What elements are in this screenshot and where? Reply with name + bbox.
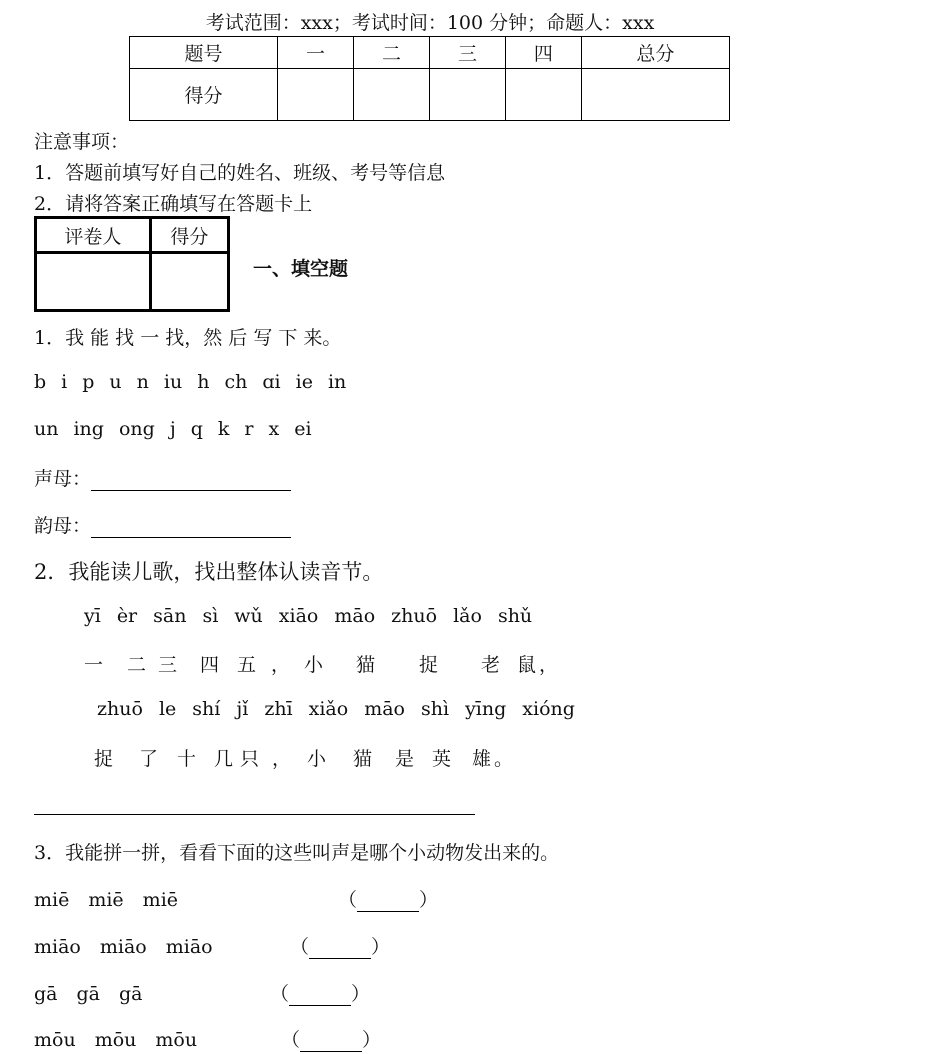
score-header-cell: 四	[505, 37, 581, 69]
rhyme-char: 猫	[356, 654, 376, 676]
rhyme-char: 雄	[472, 748, 492, 770]
pinyin-syllable: wǔ	[234, 605, 263, 627]
grader-input-cell[interactable]	[36, 253, 151, 311]
pinyin-item: p	[82, 371, 95, 393]
rhyme-char: 捉	[419, 654, 439, 676]
rhyme-char: 了	[139, 748, 159, 770]
pinyin-syllable: lǎo	[453, 605, 482, 627]
pinyin-syllable: xióng	[522, 698, 575, 720]
shengmu-label: 声母：	[34, 468, 92, 490]
rhyme-char: 三	[158, 654, 178, 676]
pinyin-syllable: yīng	[465, 698, 507, 720]
pinyin-syllable: yī	[84, 605, 101, 627]
grader-table	[34, 216, 230, 312]
pinyin-item: h	[197, 371, 210, 393]
pinyin-item: ch	[224, 371, 248, 393]
score-header-cell: 一	[278, 37, 354, 69]
rhyme-char: 猫	[353, 748, 373, 770]
rhyme-char: ，	[539, 654, 559, 676]
animal-answer-slot: （ ）	[270, 983, 371, 1005]
score-input-cell[interactable]	[581, 69, 729, 121]
rhyme-char: 捉	[94, 748, 114, 770]
pinyin-item: iu	[163, 371, 183, 393]
pinyin-syllable: zhuō	[97, 698, 143, 720]
yunmu-blank[interactable]	[91, 515, 291, 538]
score-header-cell: 题号	[130, 37, 278, 69]
score-input-cell[interactable]	[505, 69, 581, 121]
rhyme-char: 四	[200, 654, 220, 676]
note-item: 2．请将答案正确填写在答题卡上	[34, 193, 313, 215]
score-header-cell: 总分	[581, 37, 729, 69]
animal-answer-blank[interactable]	[357, 891, 419, 912]
rhyme-char: 几	[214, 748, 234, 770]
animal-answer-blank[interactable]	[309, 938, 371, 959]
pinyin-item: k	[217, 418, 230, 440]
pinyin-item: x	[268, 418, 280, 440]
animal-sound: mōu mōu mōu	[34, 1029, 198, 1051]
pinyin-syllable: jǐ	[236, 698, 249, 720]
question-2-answer-line[interactable]	[34, 792, 475, 815]
rhyme-pinyin-line-2	[97, 698, 591, 720]
rhyme-char: 。	[494, 748, 514, 770]
pinyin-syllable: māo	[364, 698, 405, 720]
grader-input-cell[interactable]	[150, 253, 228, 311]
pinyin-syllable: le	[158, 698, 177, 720]
pinyin-syllable: shí	[192, 698, 221, 720]
pinyin-syllable: xiǎo	[308, 698, 349, 720]
rhyme-char: 只	[240, 748, 260, 770]
pinyin-item: ie	[295, 371, 313, 393]
pinyin-item: un	[34, 418, 59, 440]
score-table	[129, 36, 730, 121]
pinyin-item: u	[109, 371, 122, 393]
pinyin-item: ong	[118, 418, 155, 440]
animal-sound: miāo miāo miāo	[34, 936, 213, 958]
rhyme-char: ，	[271, 654, 291, 676]
rhyme-char: 五	[237, 654, 257, 676]
note-item: 1．答题前填写好自己的姓名、班级、考号等信息	[34, 162, 446, 184]
yunmu-label: 韵母：	[34, 515, 92, 537]
pinyin-syllable: sān	[153, 605, 187, 627]
pinyin-item: q	[190, 418, 203, 440]
rhyme-char: 小	[304, 654, 324, 676]
pinyin-syllable: xiāo	[278, 605, 319, 627]
rhyme-char: 英	[432, 748, 452, 770]
grader-header-cell: 得分	[150, 218, 228, 253]
rhyme-char: ，	[272, 748, 292, 770]
pinyin-syllable: shǔ	[497, 605, 533, 627]
pinyin-item: i	[61, 371, 68, 393]
rhyme-char: 鼠	[517, 654, 537, 676]
pinyin-syllable: zhuō	[391, 605, 438, 627]
pinyin-item: in	[327, 371, 347, 393]
animal-answer-blank[interactable]	[300, 1031, 362, 1052]
shengmu-blank[interactable]	[91, 468, 291, 491]
shengmu-answer-line	[34, 464, 291, 491]
yunmu-answer-line	[34, 511, 291, 538]
rhyme-char: 老	[481, 654, 501, 676]
animal-sound: miē miē miē	[34, 889, 179, 911]
rhyme-pinyin-line-1	[84, 605, 548, 627]
animal-sound: gā gā gā	[34, 983, 143, 1005]
rhyme-chars-line-1	[84, 650, 557, 677]
pinyin-syllable: shì	[421, 698, 450, 720]
pinyin-item: ɑi	[262, 371, 281, 393]
animal-answer-slot: （ ）	[290, 936, 391, 958]
question-3-prompt: 3．我能拼一拼，看看下面的这些叫声是哪个小动物发出来的。	[34, 842, 560, 864]
pinyin-item: ing	[73, 418, 104, 440]
pinyin-item: n	[136, 371, 149, 393]
rhyme-char: 一	[84, 654, 104, 676]
rhyme-char: 是	[395, 748, 415, 770]
pinyin-syllable: zhī	[264, 698, 293, 720]
score-header-cell: 三	[429, 37, 505, 69]
score-header-cell: 二	[354, 37, 430, 69]
rhyme-char: 二	[127, 654, 147, 676]
pinyin-item: b	[34, 371, 47, 393]
pinyin-item: ei	[294, 418, 312, 440]
grader-header-cell: 评卷人	[36, 218, 151, 253]
score-input-cell[interactable]	[354, 69, 430, 121]
question-1-prompt: 1．我 能 找 一 找，然 后 写 下 来。	[34, 327, 342, 349]
notes-title: 注意事项：	[34, 131, 130, 153]
question-2-prompt: 2．我能读儿歌，找出整体认读音节。	[34, 560, 384, 584]
score-input-cell[interactable]	[278, 69, 354, 121]
pinyin-syllable: māo	[334, 605, 376, 627]
rhyme-char: 小	[307, 748, 327, 770]
pinyin-list-row-1	[34, 371, 361, 393]
animal-answer-slot: （ ）	[281, 1029, 382, 1051]
score-input-cell[interactable]	[429, 69, 505, 121]
animal-answer-slot: （ ）	[338, 889, 439, 911]
rhyme-chars-line-2	[94, 744, 512, 771]
pinyin-item: j	[169, 418, 176, 440]
section-title: 一、填空题	[253, 258, 349, 280]
pinyin-item: r	[244, 418, 254, 440]
rhyme-char: 十	[177, 748, 197, 770]
pinyin-list-row-2	[34, 418, 327, 440]
animal-answer-blank[interactable]	[289, 985, 351, 1006]
pinyin-syllable: èr	[116, 605, 138, 627]
pinyin-syllable: sì	[202, 605, 219, 627]
exam-info-line: 考试范围：xxx；考试时间：100 分钟；命题人：xxx	[205, 12, 655, 34]
score-row-label: 得分	[130, 69, 278, 121]
